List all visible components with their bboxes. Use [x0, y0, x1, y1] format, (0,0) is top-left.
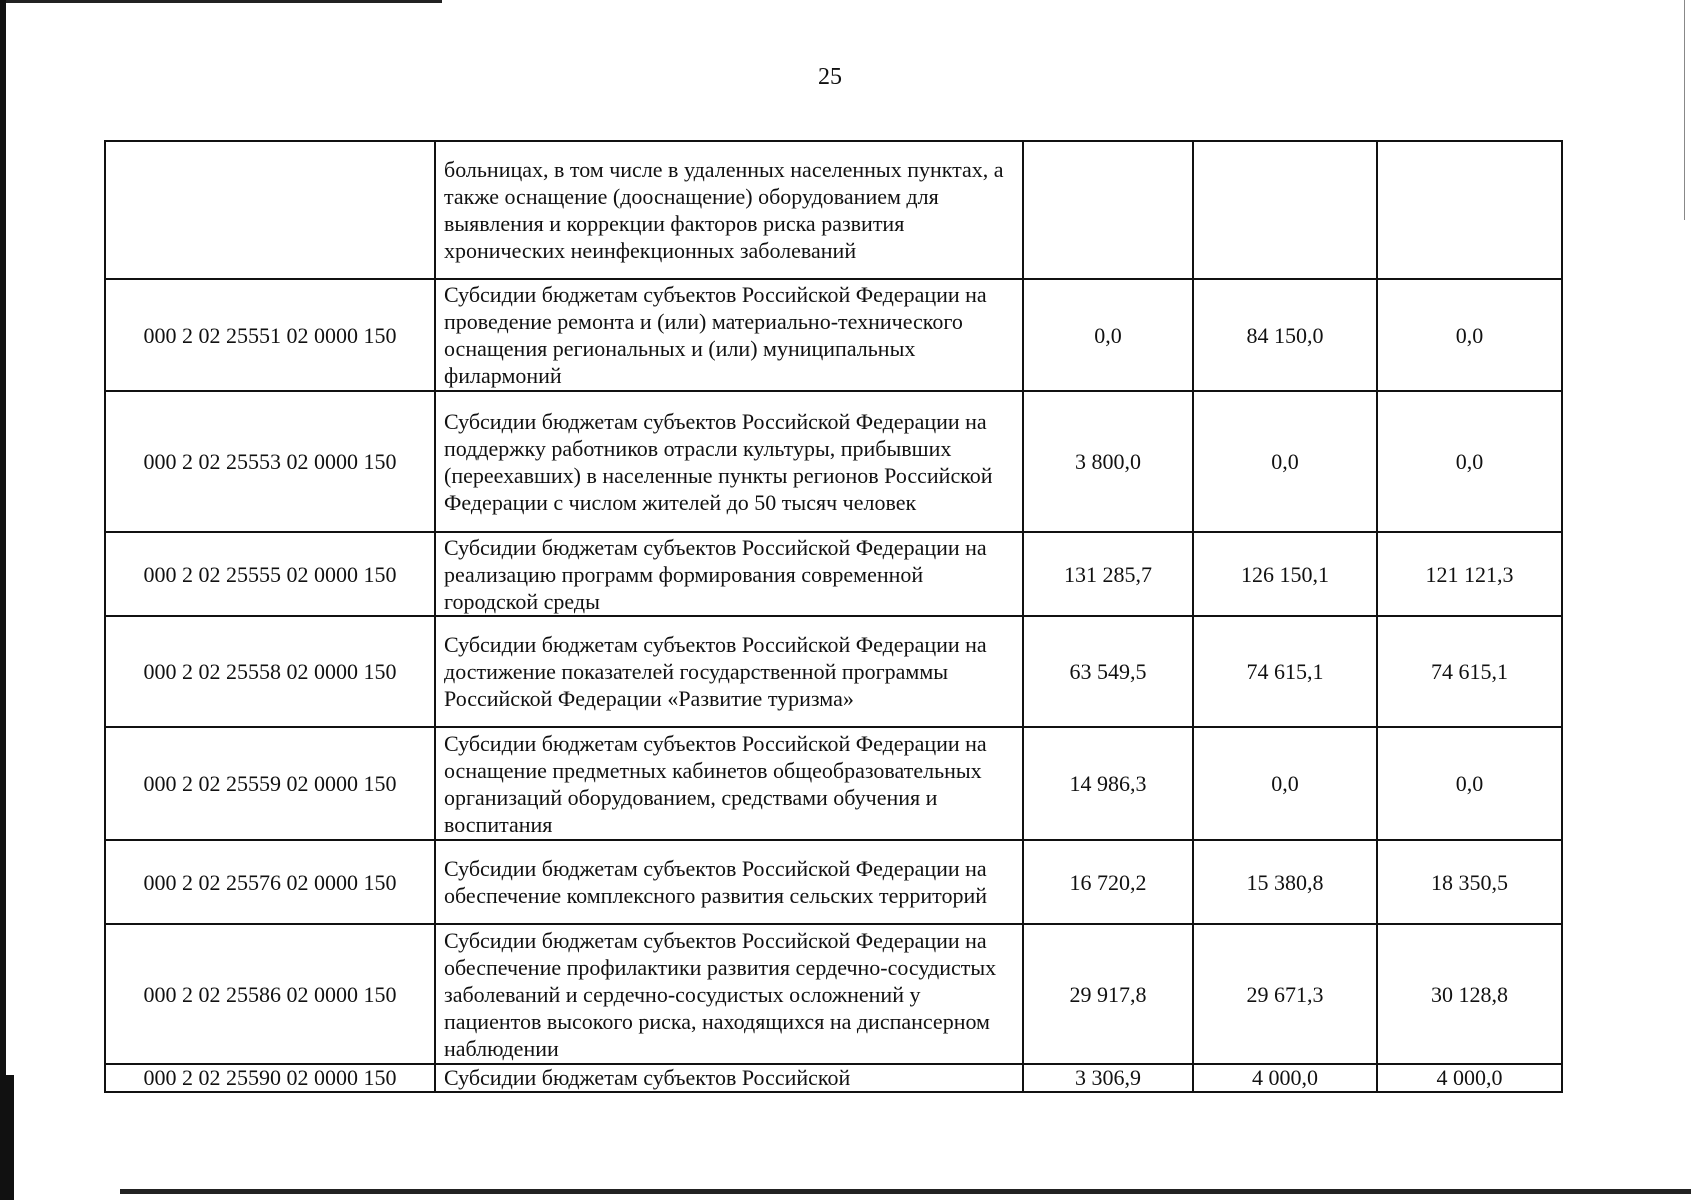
value-col-2: 4 000,0 — [1193, 1064, 1377, 1092]
value-col-3: 0,0 — [1377, 727, 1562, 840]
value-col-1 — [1023, 141, 1193, 279]
row-description: Субсидии бюджетам субъектов Российской — [435, 1064, 1023, 1092]
table-row — [105, 840, 1562, 924]
table-row — [105, 141, 1562, 279]
row-description: Субсидии бюджетам субъектов Российской Федерации на реализацию программ формирования современной городской среды — [435, 532, 1023, 616]
scan-edge-top — [0, 0, 442, 3]
table-row — [105, 279, 1562, 391]
value-col-1: 63 549,5 — [1023, 616, 1193, 727]
value-col-2 — [1193, 141, 1377, 279]
value-col-1: 14 986,3 — [1023, 727, 1193, 840]
row-description: больницах, в том числе в удаленных населенных пунктах, а также оснащение (дооснащение) оборудованием для выявления и коррекции факторов риска развития хронических неинфекционных заболеваний — [435, 141, 1023, 279]
table-row — [105, 1064, 1562, 1092]
value-col-1: 16 720,2 — [1023, 840, 1193, 924]
value-col-2: 84 150,0 — [1193, 279, 1377, 391]
budget-code: 000 2 02 25590 02 0000 150 — [105, 1064, 435, 1092]
table-row — [105, 391, 1562, 532]
value-col-1: 3 800,0 — [1023, 391, 1193, 532]
row-description: Субсидии бюджетам субъектов Российской Федерации на достижение показателей государственной программы Российской Федерации «Развитие туризма» — [435, 616, 1023, 727]
budget-code: 000 2 02 25555 02 0000 150 — [105, 532, 435, 616]
budget-table — [104, 140, 1563, 1093]
scan-edge-right — [1684, 0, 1685, 220]
table-row — [105, 616, 1562, 727]
row-description: Субсидии бюджетам субъектов Российской Федерации на оснащение предметных кабинетов общеобразовательных организаций оборудованием, средствами обучения и воспитания — [435, 727, 1023, 840]
value-col-3: 74 615,1 — [1377, 616, 1562, 727]
budget-code: 000 2 02 25576 02 0000 150 — [105, 840, 435, 924]
value-col-2: 15 380,8 — [1193, 840, 1377, 924]
value-col-3: 4 000,0 — [1377, 1064, 1562, 1092]
value-col-3: 0,0 — [1377, 391, 1562, 532]
value-col-3: 121 121,3 — [1377, 532, 1562, 616]
value-col-1: 131 285,7 — [1023, 532, 1193, 616]
budget-code: 000 2 02 25558 02 0000 150 — [105, 616, 435, 727]
value-col-3: 30 128,8 — [1377, 924, 1562, 1064]
scan-edge-bottom — [120, 1189, 1691, 1194]
table-row — [105, 924, 1562, 1064]
row-description: Субсидии бюджетам субъектов Российской Федерации на обеспечение комплексного развития сельских территорий — [435, 840, 1023, 924]
value-col-1: 29 917,8 — [1023, 924, 1193, 1064]
value-col-2: 74 615,1 — [1193, 616, 1377, 727]
row-description: Субсидии бюджетам субъектов Российской Федерации на обеспечение профилактики развития сердечно-сосудистых заболеваний и сердечно-сосудистых осложнений у пациентов высокого риска, находящихся на диспансерном наблюдении — [435, 924, 1023, 1064]
value-col-1: 3 306,9 — [1023, 1064, 1193, 1092]
value-col-3 — [1377, 141, 1562, 279]
value-col-3: 18 350,5 — [1377, 840, 1562, 924]
row-description: Субсидии бюджетам субъектов Российской Федерации на поддержку работников отрасли культуры, прибывших (переехавших) в населенные пункты регионов Российской Федерации с числом жителей до 50 тысяч человек — [435, 391, 1023, 532]
value-col-1: 0,0 — [1023, 279, 1193, 391]
table-row — [105, 532, 1562, 616]
budget-code: 000 2 02 25553 02 0000 150 — [105, 391, 435, 532]
value-col-2: 29 671,3 — [1193, 924, 1377, 1064]
value-col-2: 126 150,1 — [1193, 532, 1377, 616]
value-col-3: 0,0 — [1377, 279, 1562, 391]
page-number: 25 — [818, 64, 842, 90]
value-col-2: 0,0 — [1193, 391, 1377, 532]
table-row — [105, 727, 1562, 840]
budget-code: 000 2 02 25551 02 0000 150 — [105, 279, 435, 391]
budget-code: 000 2 02 25559 02 0000 150 — [105, 727, 435, 840]
value-col-2: 0,0 — [1193, 727, 1377, 840]
budget-code: 000 2 02 25586 02 0000 150 — [105, 924, 435, 1064]
row-description: Субсидии бюджетам субъектов Российской Федерации на проведение ремонта и (или) материально-технического оснащения региональных и (или) муниципальных филармоний — [435, 279, 1023, 391]
scan-edge-left — [0, 0, 6, 1200]
budget-code — [105, 141, 435, 279]
scan-edge-left-bottom — [0, 1075, 14, 1200]
